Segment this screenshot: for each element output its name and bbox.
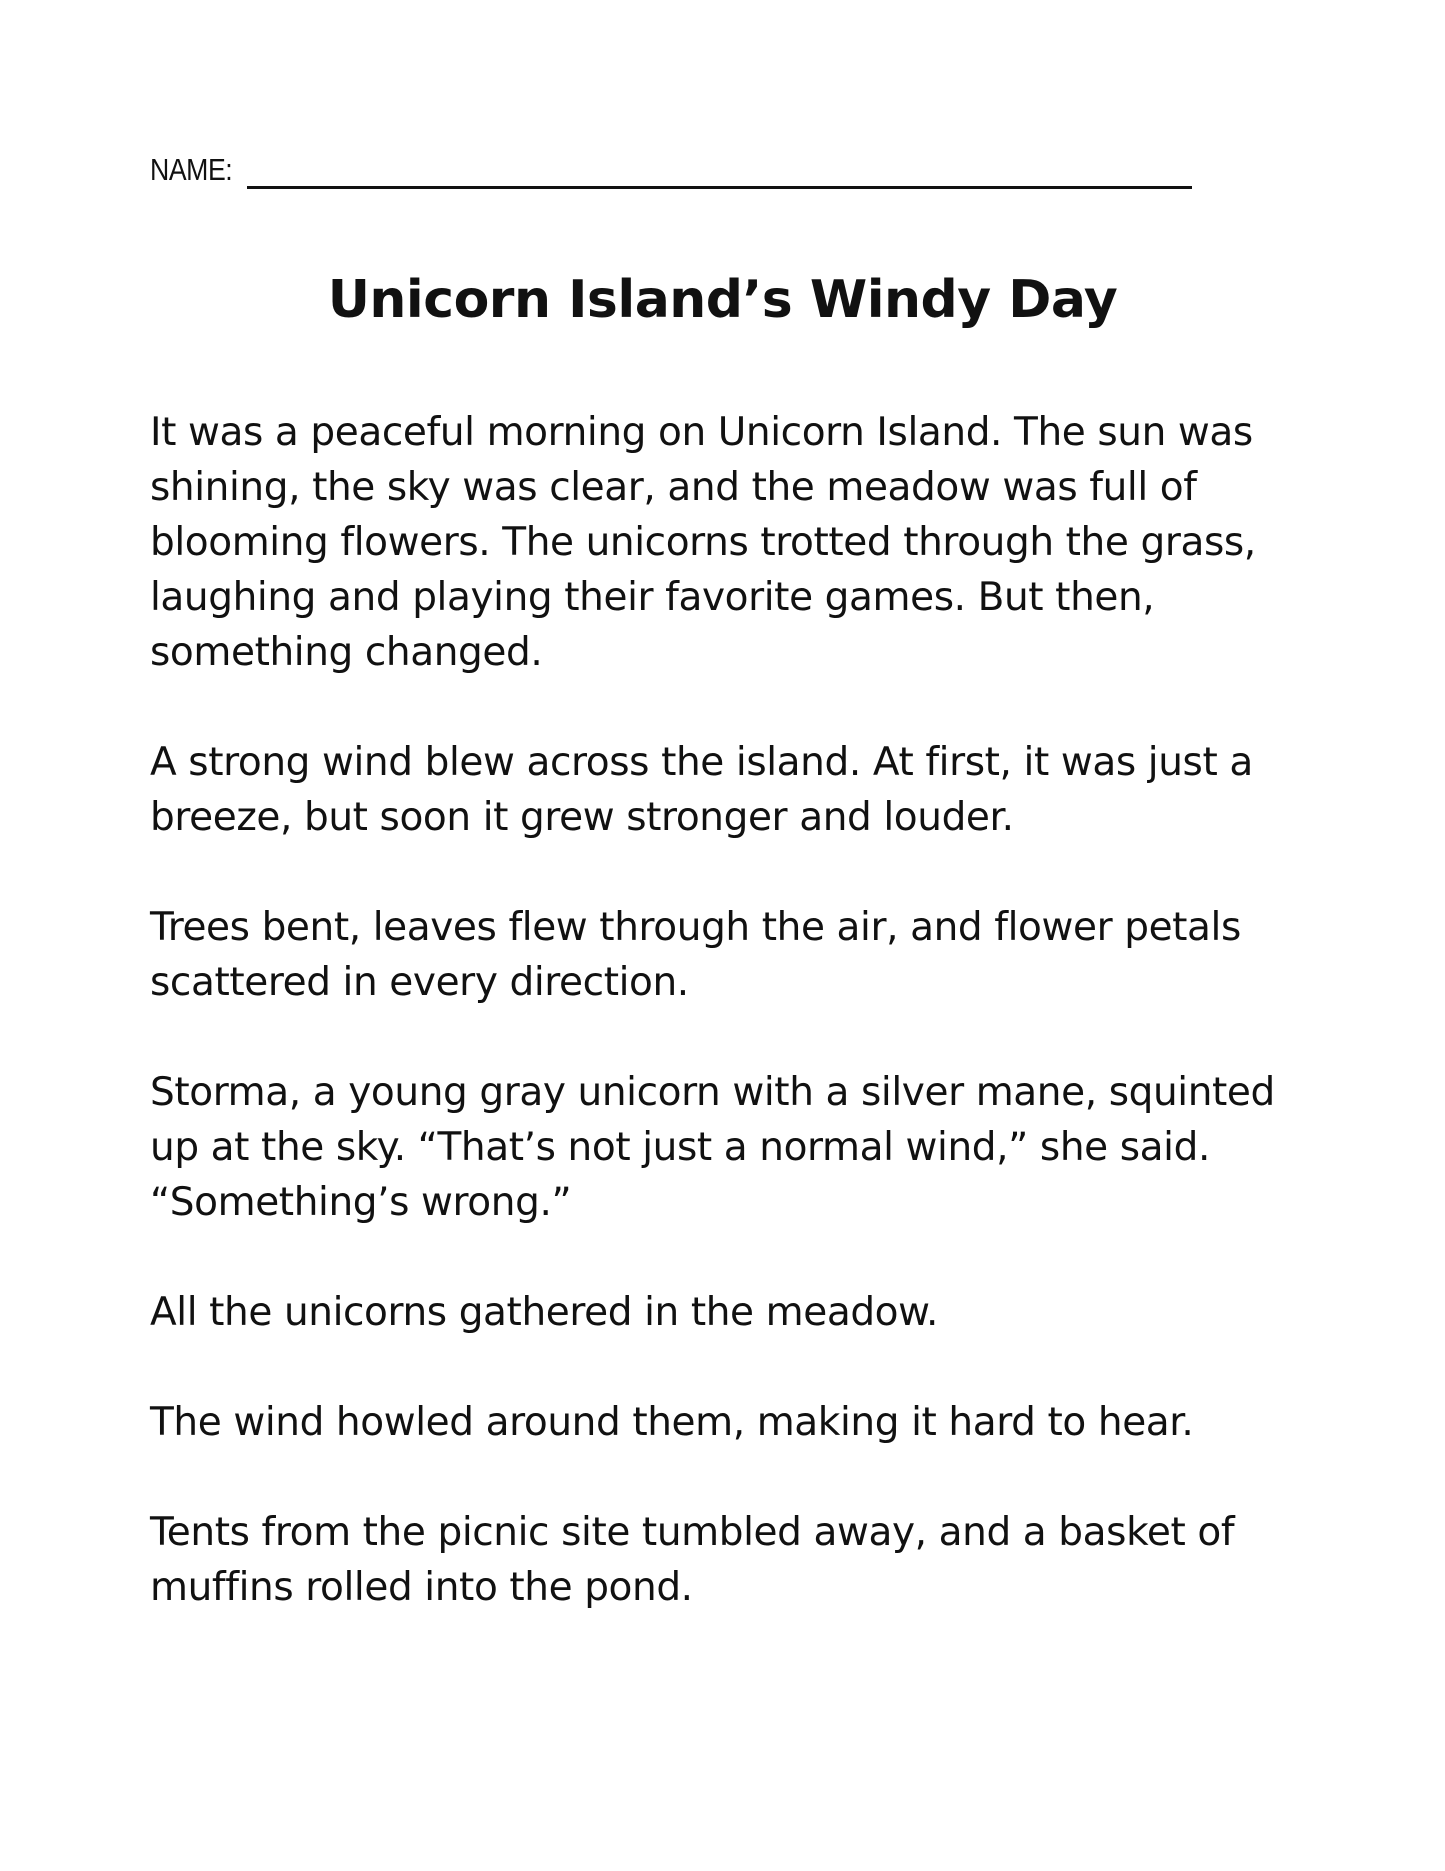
story-paragraph: It was a peaceful morning on Unicorn Island. The sun was shining, the sky was clear, and the meadow was full of blooming flowers. The unicorns trotted through the grass, laughing and playing their favorite games. But then, something changed. [150, 410, 1256, 675]
name-field-row [150, 146, 1200, 196]
story-paragraph: A strong wind blew across the island. At first, it was just a breeze, but soon it grew stronger and louder. [150, 740, 1253, 840]
story-paragraph: Tents from the picnic site tumbled away, and a basket of muffins rolled into the pond. [150, 1510, 1235, 1610]
story-paragraph: All the unicorns gathered in the meadow. [150, 1290, 939, 1335]
name-write-line [247, 186, 1192, 189]
story-title: Unicorn Island’s Windy Day [327, 270, 1118, 330]
story-body [150, 405, 1280, 1615]
story-paragraph: Trees bent, leaves flew through the air, and flower petals scattered in every direction. [150, 905, 1241, 1005]
name-label: NAME: [150, 152, 233, 187]
story-paragraph: Storma, a young gray unicorn with a silver mane, squinted up at the sky. “That’s not just a normal wind,” she said. “Something’s wrong.” [150, 1070, 1275, 1225]
story-paragraph: The wind howled around them, making it hard to hear. [150, 1400, 1194, 1445]
